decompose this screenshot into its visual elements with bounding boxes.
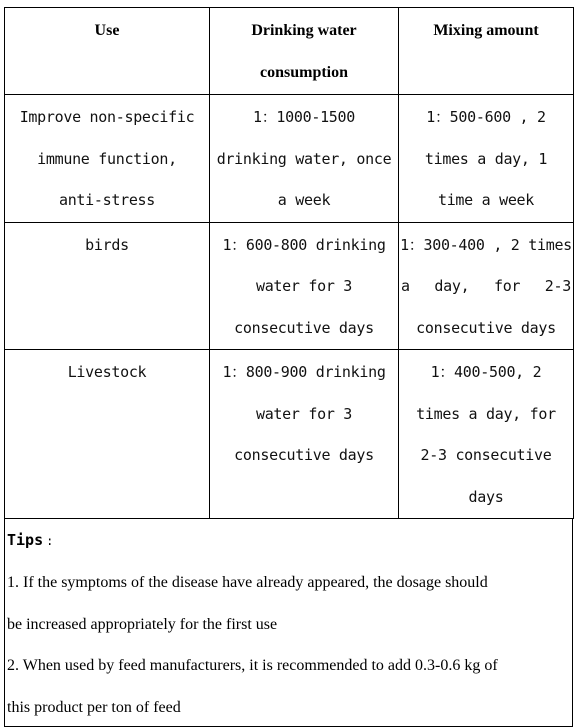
cell-use [5, 95, 210, 223]
cell-line: water for 3 [210, 394, 398, 436]
tips-title [5, 519, 572, 562]
dosage-document [4, 7, 573, 719]
cell-line: birds [5, 225, 209, 267]
cell-line: times a day, 1 [399, 139, 573, 181]
cell-use [5, 222, 210, 350]
cell-line: a week [210, 180, 398, 222]
cell-mixing [399, 222, 574, 350]
tip-line: be increased appropriately for the first use [5, 604, 572, 646]
cell-line: time a week [399, 180, 573, 222]
cell-line: consecutive days [210, 308, 398, 350]
tip-line: 2. When used by feed manufacturers, it is recommended to add 0.3-0.6 kg of [5, 645, 572, 687]
cell-line: 1：400-500, 2 [399, 352, 573, 394]
cell-line: water for 3 [210, 266, 398, 308]
cell-line: Livestock [5, 352, 209, 394]
cell-line: consecutive days [210, 435, 398, 477]
tip-line: this product per ton of feed [5, 687, 572, 728]
cell-line: 1：800-900 drinking [210, 352, 398, 394]
cell-line: 2-3 consecutive [399, 435, 573, 477]
cell-consumption [210, 350, 399, 519]
header-consumption [210, 8, 399, 95]
cell-consumption [210, 222, 399, 350]
header-consumption-line: Drinking water [210, 10, 398, 52]
cell-line: 1：600-800 drinking [210, 225, 398, 267]
cell-line: 1：500-600 , 2 [399, 97, 573, 139]
cell-line: anti-stress [5, 180, 209, 222]
table-row [5, 350, 574, 519]
cell-line: a day, for 2-3 [399, 266, 573, 308]
cell-consumption [210, 95, 399, 223]
table-header-row [5, 8, 574, 95]
table-row [5, 222, 574, 350]
cell-mixing [399, 350, 574, 519]
cell-line: immune function, [5, 139, 209, 181]
cell-line: days [399, 477, 573, 519]
cell-line: consecutive days [399, 308, 573, 350]
header-use-label: Use [5, 10, 209, 52]
cell-mixing [399, 95, 574, 223]
table-row [5, 95, 574, 223]
tips-title-colon: : [46, 534, 53, 548]
cell-line: 1：1000-1500 [210, 97, 398, 139]
cell-line: 1：300-400 , 2 times [399, 225, 573, 267]
cell-use [5, 350, 210, 519]
header-use [5, 8, 210, 95]
tips-section [4, 519, 573, 727]
cell-line: Improve non-specific [5, 97, 209, 139]
header-consumption-line: consumption [210, 52, 398, 94]
header-mixing [399, 8, 574, 95]
cell-line: drinking water, once [210, 139, 398, 181]
header-mixing-label: Mixing amount [399, 10, 573, 52]
cell-line: times a day, for [399, 394, 573, 436]
dosage-table [4, 7, 574, 519]
tips-title-text: Tips [7, 531, 43, 549]
tip-line: 1. If the symptoms of the disease have already appeared, the dosage should [5, 562, 572, 604]
